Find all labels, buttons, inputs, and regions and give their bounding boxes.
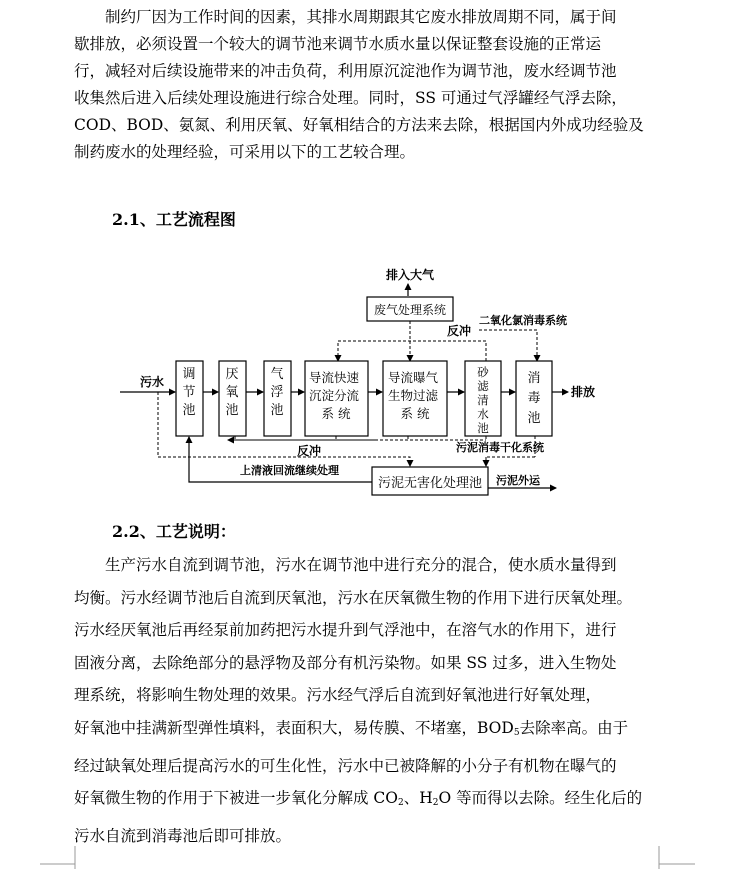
intro-line: 制药废水的处理经验，可采用以下的工艺较合理。 xyxy=(74,143,416,161)
line-text: 好氧微生物的作用于下被进一步氧化分解成 CO xyxy=(74,789,398,808)
wastewater-inlet-label: 污水 xyxy=(140,375,165,389)
regulating-tank-label: 调节池 xyxy=(182,367,196,418)
section-heading-process-flow: 2.1、工艺流程图 xyxy=(112,210,236,229)
intro-line: 歇排放，必须设置一个较大的调节池来调节水质水量以保证整套设施的正常运 xyxy=(74,35,602,53)
aeration-filter-system-label: 导流曝气 生物过滤 系 统 xyxy=(388,370,439,421)
intro-line: 行，减轻对后续设施带来的冲击负荷，利用原沉淀池作为调节池，废水经调节池 xyxy=(74,62,617,80)
vent-to-atmosphere-label: 排入大气 xyxy=(386,268,435,282)
process-flow-diagram xyxy=(115,258,605,498)
description-line: 理系统，将影响生物处理的效果。污水经气浮后自流到好氧池进行好氧处理， xyxy=(74,686,602,705)
intro-paragraph xyxy=(74,4,658,166)
rapid-settling-system-label: 导流快速 沉淀分流 系 统 xyxy=(309,370,360,421)
description-line: 固液分离，去除绝部分的悬浮物及部分有机污染物。如果 SS 过多，进入生物处 xyxy=(74,653,617,672)
discharge-label: 排放 xyxy=(571,385,596,399)
exhaust-treatment-label: 废气处理系统 xyxy=(373,303,447,317)
intro-line: 收集然后进入后续处理设施进行综合处理。同时，SS 可通过气浮罐经气浮去除， xyxy=(74,89,627,107)
line-text: 去除率高。由于 xyxy=(519,718,629,737)
anaerobic-tank-label: 厌氧池 xyxy=(225,367,239,418)
sludge-disinfection-drying-label: 污泥消毒干化系统 xyxy=(456,441,544,454)
description-line: 生产污水自流到调节池，污水在调节池中进行充分的混合，使水质水量得到 xyxy=(105,556,617,574)
backwash-bottom-label: 反冲 xyxy=(297,444,322,458)
description-paragraph xyxy=(74,549,658,852)
description-line: 污水经厌氧池后再经泵前加药把污水提升到气浮池中，在溶气水的作用下，进行 xyxy=(74,621,617,640)
description-line xyxy=(74,712,658,750)
section-heading-process-description: 2.2、工艺说明： xyxy=(112,522,236,541)
intro-line: COD、BOD、氨氮、利用厌氧、好氧相结合的方法来去除，根据国内外成功经验及 xyxy=(74,116,644,134)
description-line: 均衡。污水经调节池后自流到厌氧池，污水在厌氧微生物的作用下进行厌氧处理。 xyxy=(74,588,633,607)
line-text: O 等而得以去除。经生化后的 xyxy=(438,789,643,808)
margin-corner-mark-left xyxy=(40,846,80,869)
sludge-treatment-label: 污泥无害化处理池 xyxy=(377,476,483,491)
chlorine-dioxide-dashed-line xyxy=(479,330,537,361)
margin-corner-mark-right xyxy=(655,846,695,869)
line-text: 好氧池中挂满新型弹性填料，表面积大，易传膜、不堵塞，BOD xyxy=(74,718,514,737)
intro-line: 制约厂因为工作时间的因素，其排水周期跟其它废水排放周期不同，属于间 xyxy=(105,8,617,26)
backwash-top-dashed-line xyxy=(338,341,486,361)
bod-subscript: 5 xyxy=(513,727,520,738)
line-text: 、H xyxy=(403,789,433,808)
description-line: 污水自流到消毒池后即可排放。 xyxy=(74,826,292,845)
description-line: 经过缺氧处理后提高污水的可生化性，污水中已被降解的小分子有机物在曝气的 xyxy=(74,756,617,775)
chlorine-dioxide-disinfection-label: 二氧化氯消毒系统 xyxy=(479,314,567,327)
supernatant-recycle-label: 上清液回流继续处理 xyxy=(240,464,339,477)
backwash-top-label: 反冲 xyxy=(447,324,472,338)
sand-filter-clear-tank-label: 砂滤清水池 xyxy=(477,365,489,435)
h2o-subscript: 2 xyxy=(432,798,439,809)
flotation-tank-label: 气浮池 xyxy=(270,367,284,418)
description-line xyxy=(74,782,658,820)
disinfection-tank-label: 消毒池 xyxy=(527,371,541,426)
co2-subscript: 2 xyxy=(398,798,404,809)
sludge-outbound-label: 污泥外运 xyxy=(496,474,540,487)
